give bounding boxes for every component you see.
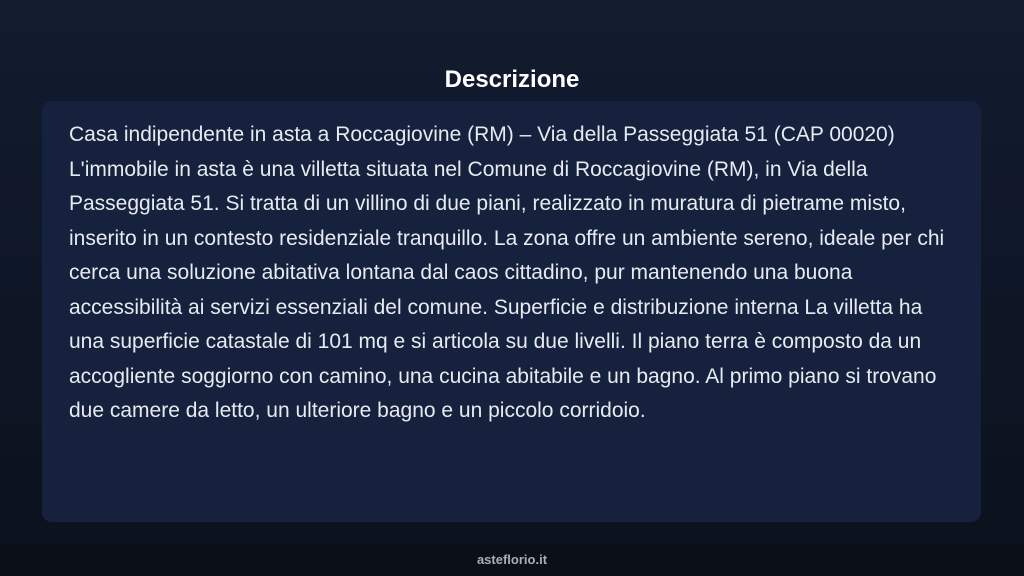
footer-brand-label: asteflorio.it [476, 552, 548, 567]
page-title: Descrizione [444, 66, 580, 94]
description-text: Casa indipendente in asta a Roccagiovine (RM) – Via della Passeggiata 51 (CAP 00020) L'immobile in asta è una villetta situata nel Comune di Roccagiovine (RM), in Via della Passeggiata 51. Si tratta di un villino di due piani, realizzato in muratura di pietrame misto, inserito in un contesto residenziale tranquillo. La zona offre un ambiente sereno, ideale per chi cerca una soluzione abitativa lontana dal caos cittadino, pur mantenendo una buona accessibilità ai servizi essenziali del comune. Superficie e distribuzione interna La villetta ha una superficie catastale di 101 mq e si articola su due livelli. Il piano terra è composto da un accogliente soggiorno con camino, una cucina abitabile e un bagno. Al primo piano si trovano due camere da letto, un ulteriore bagno e un piccolo corridoio. [69, 123, 945, 422]
description-card [42, 101, 981, 522]
